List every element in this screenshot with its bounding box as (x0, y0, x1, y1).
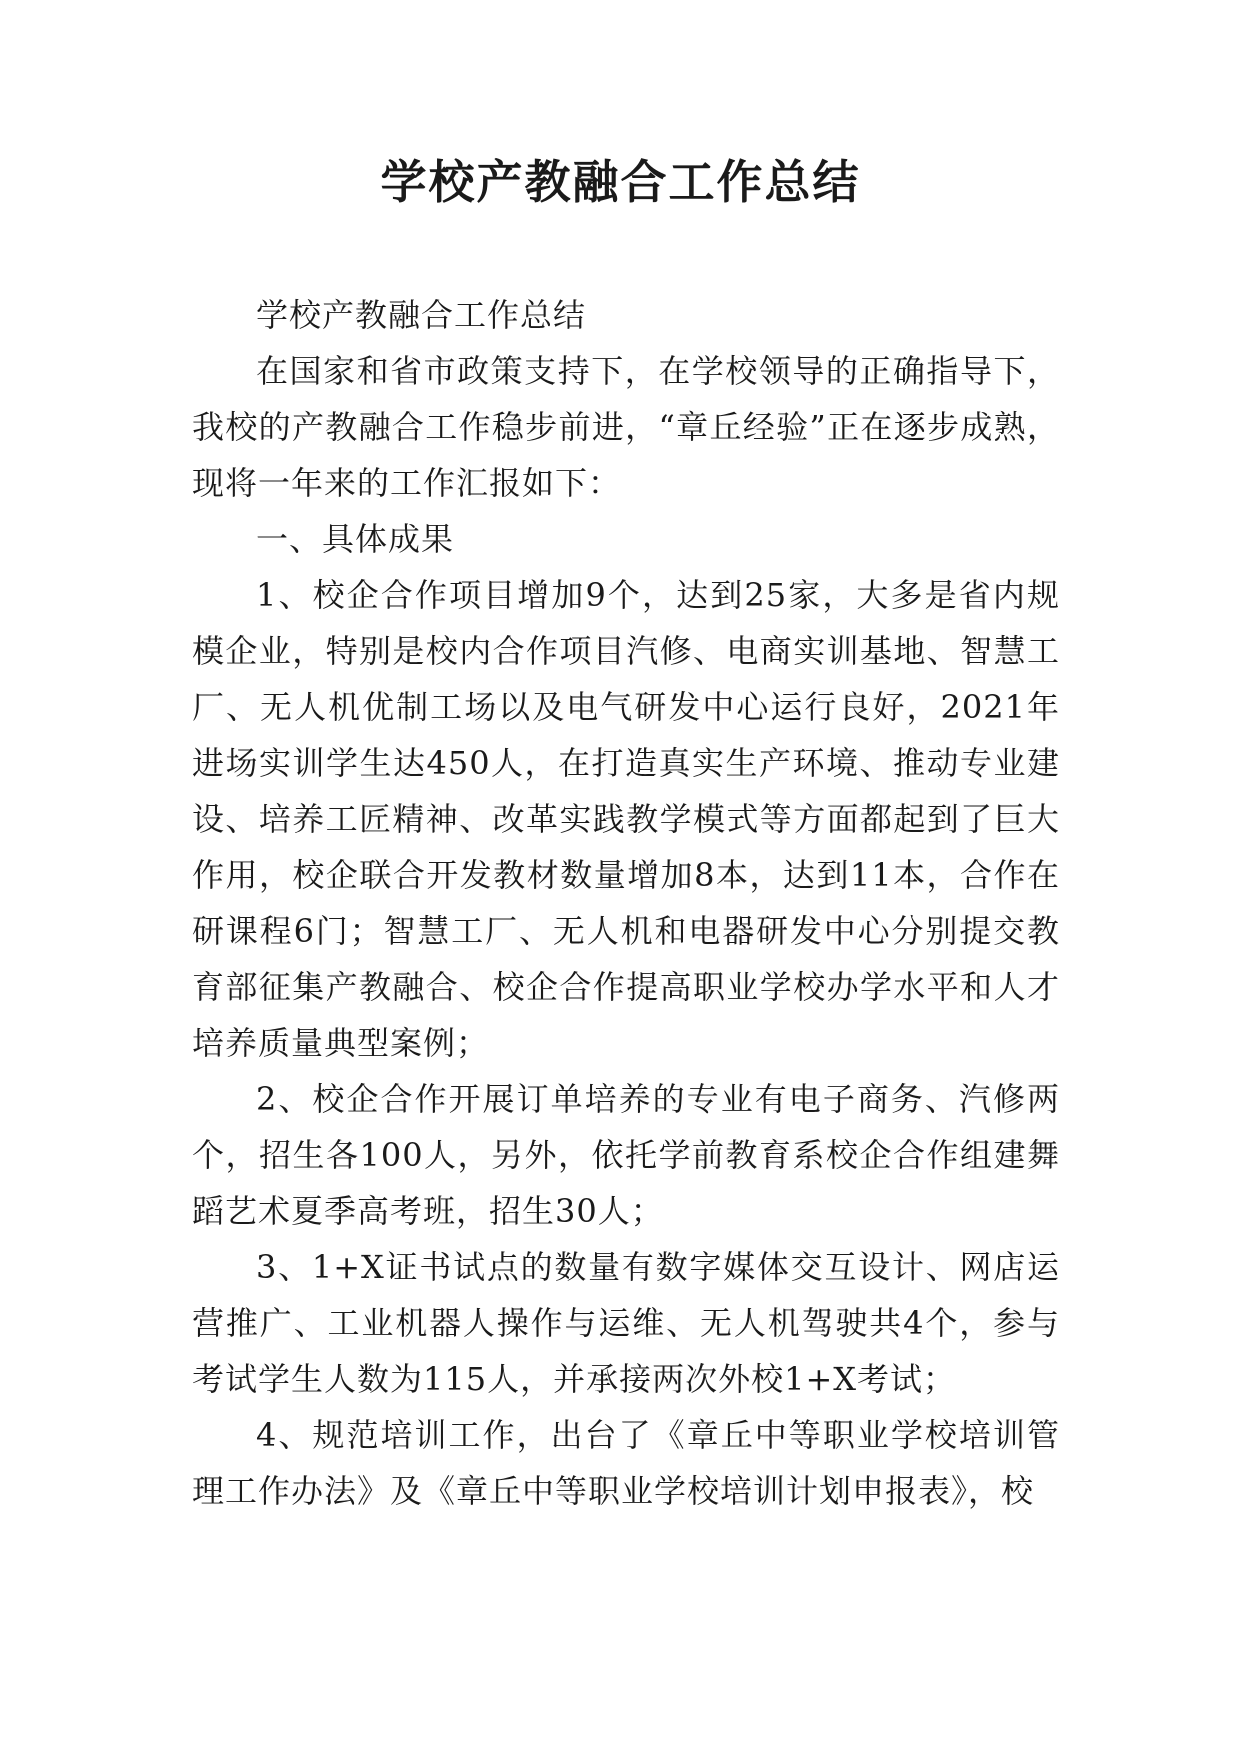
document-title: 学校产教融合工作总结 (380, 155, 861, 209)
paragraph-heading: 学校产教融合工作总结 (256, 296, 587, 334)
paragraph-item-4: 4、规范培训工作，出台了《章丘中等职业学校培训管理工作办法》及《章丘中等职业学校培训计划申报表》，校 (192, 1416, 1060, 1510)
document-body (192, 287, 1060, 1519)
paragraph-item-1: 1、校企合作项目增加9个，达到25家，大多是省内规模企业，特别是校内合作项目汽修、电商实训基地、智慧工厂、无人机优制工场以及电气研发中心运行良好，2021年进场实训学生达450人，在打造真实生产环境、推动专业建设、培养工匠精神、改革实践教学模式等方面都起到了巨大作用，校企联合开发教材数量增加8本，达到11本，合作在研课程6门；智慧工厂、无人机和电器研发中心分别提交教育部征集产教融合、校企合作提高职业学校办学水平和人才培养质量典型案例； (192, 576, 1060, 1062)
paragraph-item-3: 3、1+X证书试点的数量有数字媒体交互设计、网店运营推广、工业机器人操作与运维、无人机驾驶共4个，参与考试学生人数为115人，并承接两次外校1+X考试； (192, 1248, 1060, 1398)
section-heading-achievements: 一、具体成果 (256, 520, 455, 558)
paragraph-item-2: 2、校企合作开展订单培养的专业有电子商务、汽修两个，招生各100人，另外，依托学前教育系校企合作组建舞蹈艺术夏季高考班，招生30人； (192, 1080, 1060, 1230)
paragraph-intro: 在国家和省市政策支持下，在学校领导的正确指导下，我校的产教融合工作稳步前进，“章丘经验”正在逐步成熟，现将一年来的工作汇报如下： (192, 352, 1060, 502)
